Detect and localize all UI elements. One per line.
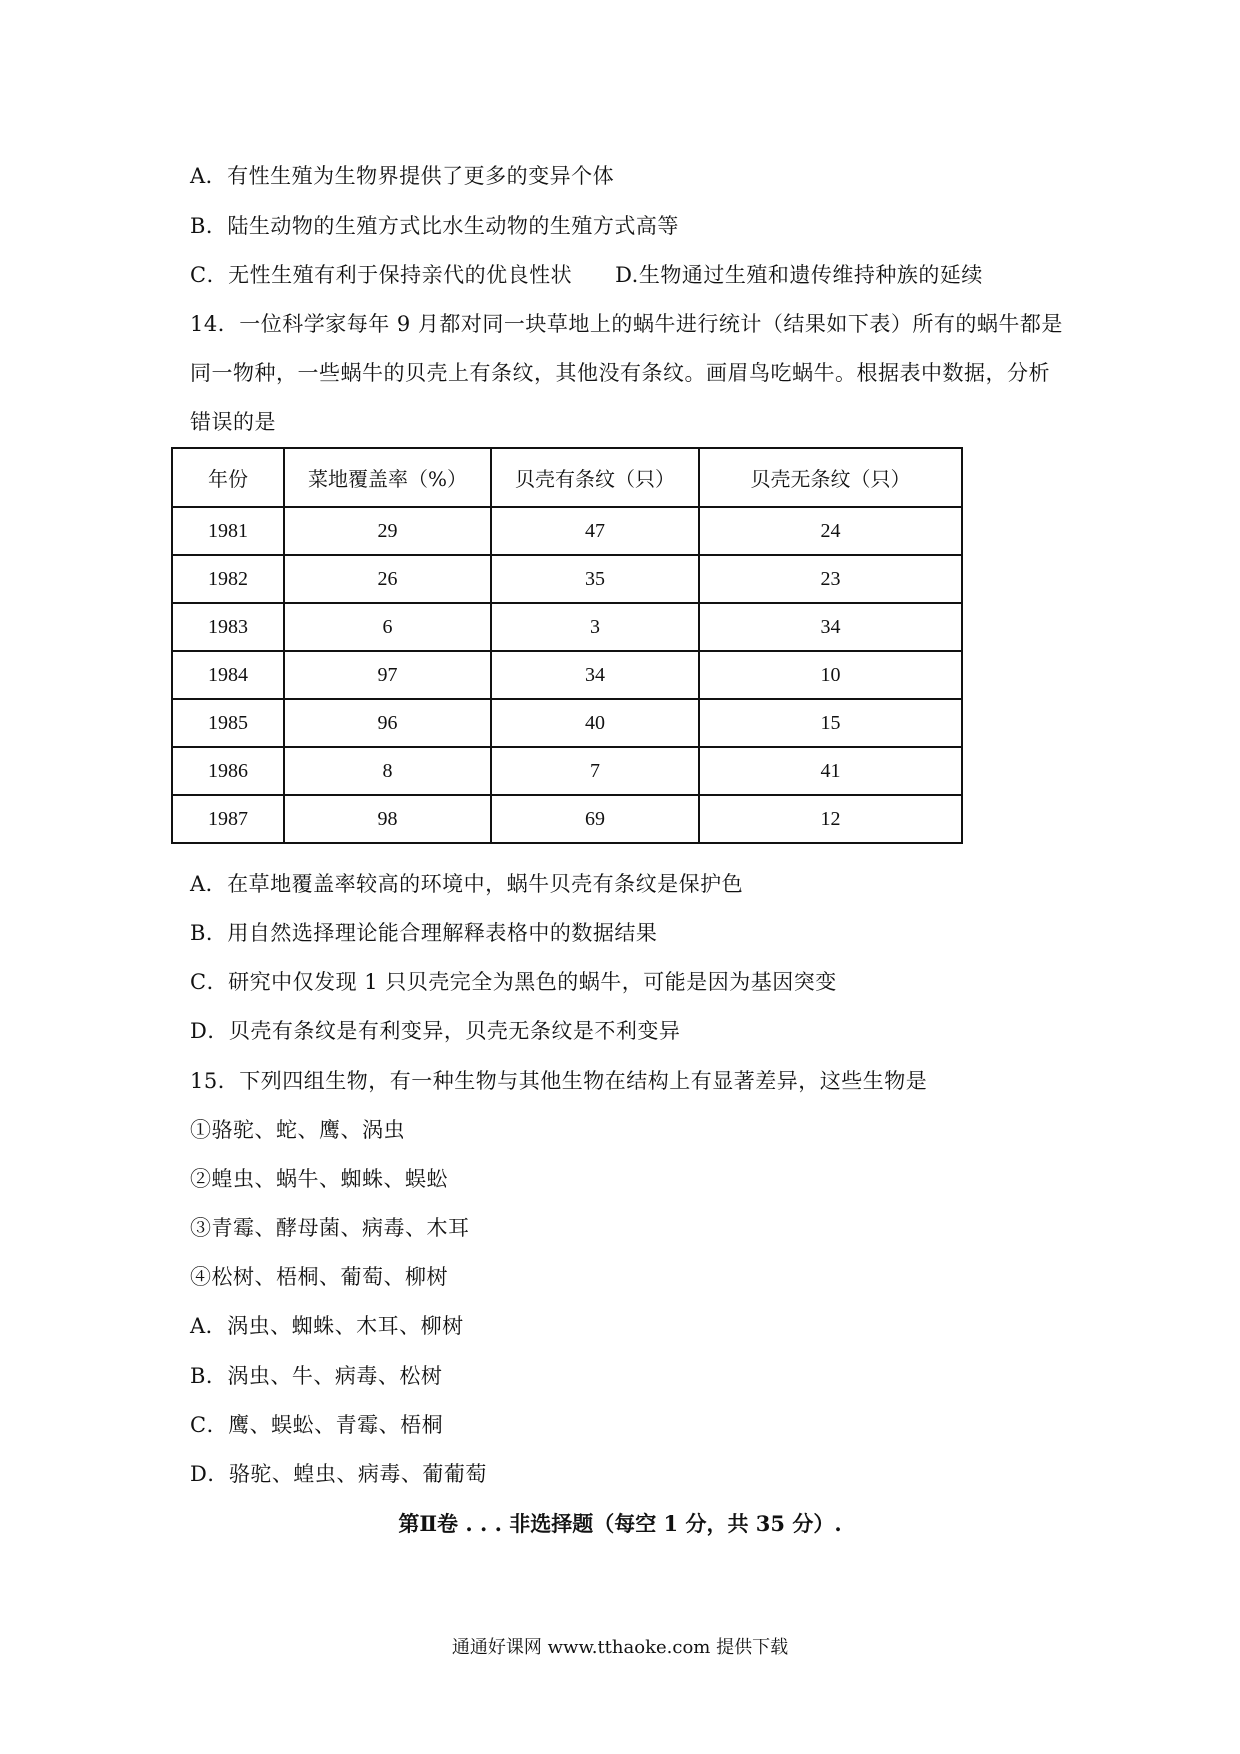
cell-coverage: 97 [284,651,491,699]
q15-group-2: ②蝗虫、蜗牛、蜘蛛、蜈蚣 [190,1167,448,1191]
table-row [172,507,962,555]
cell-striped: 7 [491,747,699,795]
q13-option-cd: C．无性生殖有利于保持亲代的优良性状 D.生物通过生殖和遗传维持种族的延续 [190,263,983,287]
q14-option-c: C．研究中仅发现 1 只贝壳完全为黑色的蜗牛，可能是因为基因突变 [190,970,837,994]
q15-group-1: ①骆驼、蛇、鹰、涡虫 [190,1118,405,1142]
q14-stem-line-2: 同一物种，一些蜗牛的贝壳上有条纹，其他没有条纹。画眉鸟吃蜗牛。根据表中数据，分析 [190,361,1050,385]
q15-option-c: C．鹰、蜈蚣、青霉、梧桐 [190,1413,444,1437]
table-row [172,699,962,747]
q15-option-b: B．涡虫、牛、病毒、松树 [190,1364,443,1388]
cell-year: 1987 [172,795,284,843]
cell-year: 1984 [172,651,284,699]
cell-striped: 3 [491,603,699,651]
q14-stem-line-3: 错误的是 [190,410,276,434]
table-row [172,603,962,651]
table-header-row [172,448,962,507]
cell-striped: 47 [491,507,699,555]
cell-coverage: 8 [284,747,491,795]
header-striped: 贝壳有条纹（只） [491,448,699,507]
table-row [172,747,962,795]
cell-unstriped: 10 [699,651,962,699]
q14-stem-line-1: 14．一位科学家每年 9 月都对同一块草地上的蜗牛进行统计（结果如下表）所有的蜗牛都是 [190,312,1063,336]
cell-coverage: 6 [284,603,491,651]
header-unstriped: 贝壳无条纹（只） [699,448,962,507]
cell-unstriped: 41 [699,747,962,795]
section-title: 第Ⅱ卷 . . . 非选择题（每空 1 分，共 35 分）. [398,1511,842,1536]
cell-year: 1981 [172,507,284,555]
cell-year: 1986 [172,747,284,795]
cell-striped: 40 [491,699,699,747]
cell-striped: 34 [491,651,699,699]
q15-group-4: ④松树、梧桐、葡萄、柳树 [190,1265,448,1289]
cell-year: 1982 [172,555,284,603]
q15-stem: 15．下列四组生物，有一种生物与其他生物在结构上有显著差异，这些生物是 [190,1069,928,1093]
cell-unstriped: 15 [699,699,962,747]
cell-year: 1985 [172,699,284,747]
cell-coverage: 29 [284,507,491,555]
q13-option-a: A．有性生殖为生物界提供了更多的变异个体 [190,164,615,188]
q13-option-b: B．陆生动物的生殖方式比水生动物的生殖方式高等 [190,214,679,238]
cell-striped: 69 [491,795,699,843]
q14-option-a: A．在草地覆盖率较高的环境中，蜗牛贝壳有条纹是保护色 [190,872,744,896]
cell-striped: 35 [491,555,699,603]
cell-unstriped: 34 [699,603,962,651]
table-row [172,555,962,603]
cell-coverage: 96 [284,699,491,747]
header-year: 年份 [172,448,284,507]
q15-option-d: D．骆驼、蝗虫、病毒、葡葡萄 [190,1462,487,1486]
cell-unstriped: 23 [699,555,962,603]
table-row [172,651,962,699]
cell-year: 1983 [172,603,284,651]
cell-unstriped: 24 [699,507,962,555]
q15-group-3: ③青霉、酵母菌、病毒、木耳 [190,1216,470,1240]
q15-option-a: A．涡虫、蜘蛛、木耳、柳树 [190,1314,464,1338]
snail-data-table [171,447,963,844]
table-row [172,795,962,843]
cell-unstriped: 12 [699,795,962,843]
header-coverage: 菜地覆盖率（%） [284,448,491,507]
q14-option-d: D．贝壳有条纹是有利变异，贝壳无条纹是不利变异 [190,1019,681,1043]
cell-coverage: 98 [284,795,491,843]
q14-option-b: B．用自然选择理论能合理解释表格中的数据结果 [190,921,658,945]
cell-coverage: 26 [284,555,491,603]
page-footer: 通通好课网 www.tthaoke.com 提供下载 [451,1637,789,1658]
